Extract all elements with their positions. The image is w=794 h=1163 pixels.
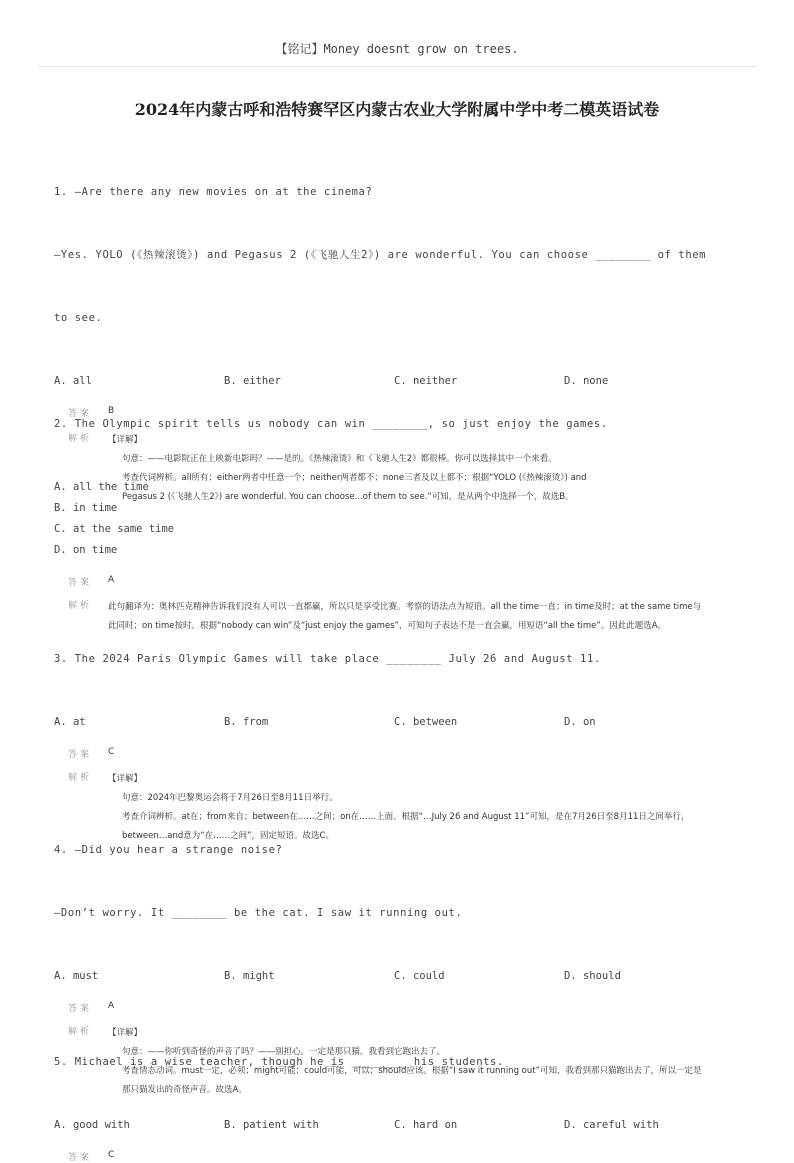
option-b: B. might <box>224 970 275 982</box>
option-a: A. at <box>54 716 86 728</box>
options-column <box>54 477 744 561</box>
answer-row <box>68 575 744 588</box>
option-b: B. from <box>224 716 269 728</box>
answer-label: 答案 <box>68 1153 93 1163</box>
explain-label: 解析 <box>68 773 93 783</box>
option-d: D. on time <box>54 544 118 556</box>
option-d: D. should <box>564 970 621 982</box>
answer-label: 答案 <box>68 409 93 419</box>
page-header-motto: 【铭记】Money doesnt grow on trees. <box>275 42 519 56</box>
question-stem: 4. —Did you hear a strange noise? —Don’t worry. It ________ be the cat. I saw it running out. <box>54 844 463 919</box>
answer-value: A <box>108 1001 115 1011</box>
answer-label: 答案 <box>68 578 93 588</box>
answer-value: B <box>108 406 115 416</box>
option-b: B. either <box>224 375 281 387</box>
options-row <box>54 1115 744 1136</box>
answer-label: 答案 <box>68 1004 93 1014</box>
question-stem: 5. Michael is a wise teacher, though he is ________ his students. <box>54 1056 504 1068</box>
option-d: D. none <box>564 375 609 387</box>
options-row <box>54 712 744 733</box>
page-title: 2024年内蒙古呼和浩特赛罕区内蒙古农业大学附属中学中考二模英语试卷 <box>134 100 660 119</box>
option-c: C. between <box>394 716 458 728</box>
explain-label: 解析 <box>68 434 93 444</box>
option-a: A. all <box>54 375 92 387</box>
header-divider <box>38 66 756 67</box>
question-5 <box>54 1010 744 1163</box>
option-b: B. patient with <box>224 1119 319 1131</box>
answer-value: C <box>108 747 115 757</box>
option-c: C. hard on <box>394 1119 458 1131</box>
option-a: A. all the time <box>54 481 149 493</box>
answer-value: A <box>108 575 115 585</box>
explanation-text: 【详解】 句意：2024年巴黎奥运会将于7月26日至8月11日举行。 考查介词辨析。at在；from来自；between在……之间；on在……上面。根据“…July 26 and August 11”可知，是在7月26日至8月11日之间举行，between…and意为“在……之间”，固定短语。故选C。 <box>108 774 690 841</box>
option-a: A. good with <box>54 1119 130 1131</box>
explanation-text: 此句翻译为：奥林匹克精神告诉我们没有人可以一直都赢，所以只是享受比赛。考察的语法点为短语。all the time一直；in time及时；at the same time与此同时；on time按时。根据“nobody can win”及“just enjoy the games”，可知句子表达不是一直会赢，用短语“all the time”。因此此题选A。 <box>108 602 702 631</box>
answer-label: 答案 <box>68 750 93 760</box>
question-stem: 2. The Olympic spirit tells us nobody can win ________, so just enjoy the games. <box>54 418 608 430</box>
answer-row <box>68 747 744 760</box>
option-c: C. could <box>394 970 445 982</box>
option-d: D. on <box>564 716 596 728</box>
explanation-text: 【详解】 句意：——你听到奇怪的声音了吗？——别担心。一定是那只猫。我看到它跑出去了。 考查情态动词。must一定，必须；might可能；could可能，可以；should应该。根据“I saw it running out”可知，我看到那只猫跑出去了，所以一定是那只猫发出的奇怪声音。故选A。 <box>108 1028 702 1095</box>
explain-label: 解析 <box>68 601 93 611</box>
option-d: D. careful with <box>564 1119 659 1131</box>
question-stem: 1. —Are there any new movies on at the cinema? —Yes. YOLO (《热辣滚烫》) and Pegasus 2 (《飞驰人生2》) are wonderful. You can choose ________ of them to see. <box>54 186 707 324</box>
question-stem: 3. The 2024 Paris Olympic Games will take place ________ July 26 and August 11. <box>54 653 601 665</box>
option-c: C. neither <box>394 375 458 387</box>
question-2 <box>54 372 744 636</box>
option-a: A. must <box>54 970 99 982</box>
option-c: C. at the same time <box>54 523 175 535</box>
explanation-text: 【详解】 句意：——电影院正在上映新电影吗？——是的。《热辣滚烫》和《飞驰人生2》都很棒。你可以选择其中一个来看。 考查代词辨析。all所有；either两者中任意一个；neither两者都不；none三者及以上都不；根据“YOLO (《热辣滚烫》) and Pegasus 2 (《飞驰人生2》) are wonderful. You can choose...of them to see.”可知，是从两个中选择一个，故选B。 <box>108 435 587 502</box>
answer-value: C <box>108 1150 115 1160</box>
option-b: B. in time <box>54 502 118 514</box>
explain-label: 解析 <box>68 1027 93 1037</box>
answer-row <box>68 1150 744 1163</box>
options-row <box>54 966 744 987</box>
